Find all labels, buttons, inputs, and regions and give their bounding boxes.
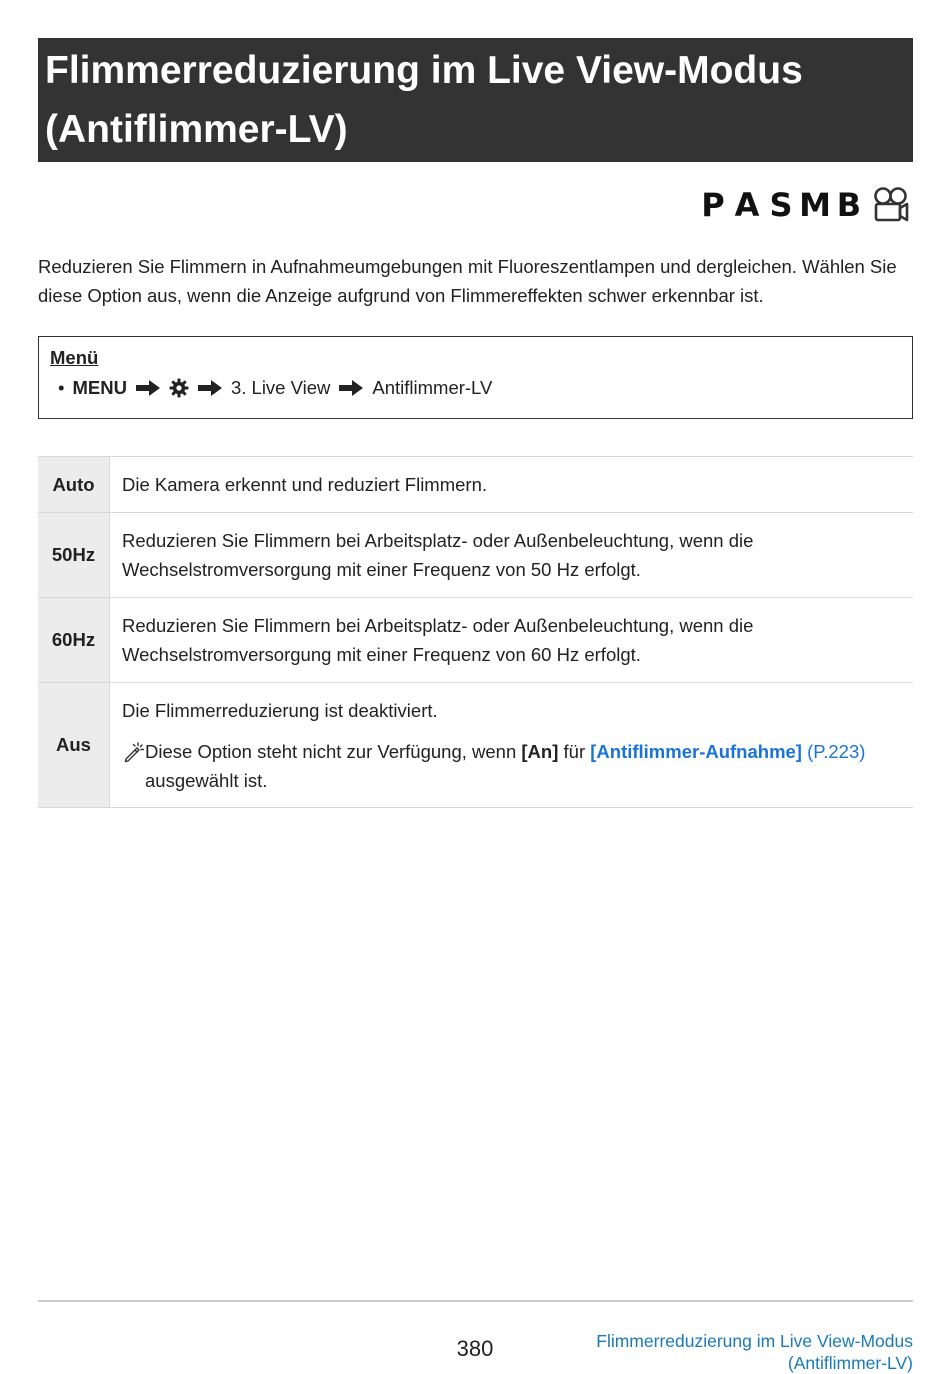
menu-path — [50, 373, 901, 403]
shooting-modes — [696, 186, 910, 224]
option-name: 60Hz — [38, 598, 110, 683]
antiflimmer-aufnahme-link[interactable]: [Antiflimmer-Aufnahme] — [590, 740, 802, 762]
page-title — [38, 38, 913, 162]
setting-value: [An] — [521, 740, 559, 762]
footer-link-line-2[interactable]: (Antiflimmer-LV) — [787, 1353, 913, 1373]
table-row — [38, 598, 913, 683]
hint-note — [122, 737, 901, 795]
option-description: Reduzieren Sie Flimmern bei Arbeitsplatz- oder Außenbeleuchtung, wenn die Wechselstromversorgung mit einer Frequenz von 50 Hz erfolgt. — [110, 513, 914, 598]
intro-text: Reduzieren Sie Flimmern in Aufnahmeumgebungen mit Fluoreszentlampen und dergleichen. Wählen Sie diese Option aus, wenn die Anzeige aufgrund von Flimmereffekten schwer erkennbar ist. — [38, 256, 897, 306]
table-row — [38, 513, 913, 598]
menu-item: Antiflimmer-LV — [372, 377, 493, 398]
page-ref-link[interactable]: (P.223) — [807, 740, 866, 762]
bullet: • — [58, 377, 65, 398]
page-title-line-2: (Antiflimmer-LV) — [45, 108, 348, 151]
mode-s: S — [769, 186, 793, 224]
footer-divider — [38, 1300, 913, 1302]
option-name: Aus — [38, 683, 110, 808]
options-table — [38, 456, 913, 808]
mode-m: M — [799, 186, 831, 224]
option-description-cell — [110, 683, 914, 808]
hint-pencil-icon — [122, 741, 144, 763]
hint-text — [145, 737, 865, 795]
mode-p: P — [701, 186, 725, 224]
mode-b: B — [836, 186, 862, 224]
mode-a: A — [734, 186, 760, 224]
menu-path-box — [38, 336, 913, 419]
table-row — [38, 683, 913, 808]
option-name: 50Hz — [38, 513, 110, 598]
menu-label: MENU — [72, 377, 127, 398]
hint-text-after: ausgewählt ist. — [145, 769, 268, 791]
hint-text-mid: für — [558, 740, 591, 762]
menu-section: 3. Live View — [230, 377, 331, 398]
movie-camera-icon — [872, 186, 910, 224]
option-description: Die Kamera erkennt und reduziert Flimmern. — [110, 457, 914, 513]
table-row — [38, 457, 913, 513]
gear-icon — [169, 378, 189, 398]
menu-heading: Menü — [50, 347, 99, 368]
option-name: Auto — [38, 457, 110, 513]
arrow-right-icon — [135, 379, 161, 397]
arrow-right-icon — [338, 379, 364, 397]
arrow-right-icon — [197, 379, 223, 397]
page-number: 380 — [456, 1336, 494, 1361]
footer-chapter-link[interactable] — [596, 1330, 913, 1374]
hint-text-before: Diese Option steht nicht zur Verfügung, wenn — [145, 740, 522, 762]
option-description: Die Flimmerreduzierung ist deaktiviert. — [122, 699, 438, 721]
option-description: Reduzieren Sie Flimmern bei Arbeitsplatz- oder Außenbeleuchtung, wenn die Wechselstromversorgung mit einer Frequenz von 60 Hz erfolgt. — [110, 598, 914, 683]
page-title-line-1: Flimmerreduzierung im Live View-Modus — [45, 49, 803, 92]
footer-link-line-1[interactable]: Flimmerreduzierung im Live View-Modus — [596, 1331, 913, 1351]
